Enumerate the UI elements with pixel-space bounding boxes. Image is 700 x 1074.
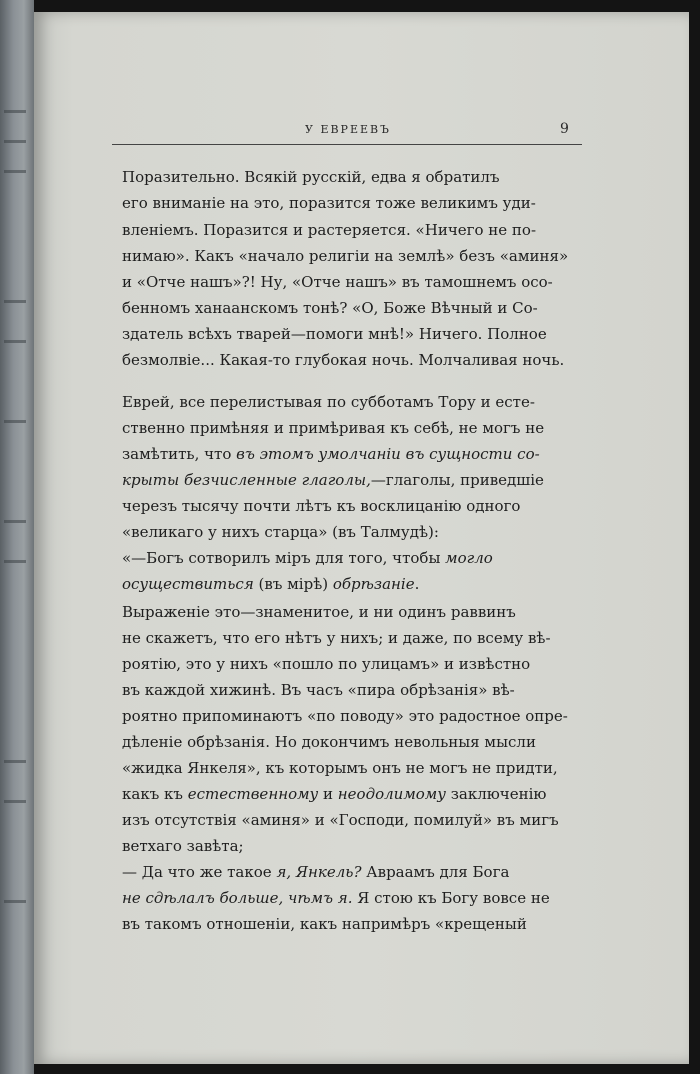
text-line: не скажетъ, что его нѣтъ у нихъ; и даже, по всему вѣ- bbox=[122, 629, 551, 647]
text-line: — Да что же такое я, Янкель? Авраамъ для Бога bbox=[122, 863, 510, 881]
text-line: ственно примѣняя и примѣривая къ себѣ, не могъ не bbox=[122, 419, 545, 437]
text-line: черезъ тысячу почти лѣтъ къ восклицанію одного bbox=[122, 497, 521, 515]
text-line: «великаго у нихъ старца» (въ Талмудѣ): bbox=[122, 523, 439, 541]
text-line: дѣленіе обрѣзанія. Но докончимъ невольныя мысли bbox=[122, 733, 536, 751]
text-line: «жидка Янкеля», къ которымъ онъ не могъ не придти, bbox=[122, 759, 558, 777]
book-page bbox=[34, 12, 689, 1064]
italic-emphasis: крыты безчисленные глаголы, bbox=[122, 471, 371, 489]
italic-emphasis: естественному bbox=[187, 785, 319, 803]
text-line: осуществиться (въ мірѣ) обрѣзаніе. bbox=[122, 575, 420, 593]
text-line: изъ отсутствія «аминя» и «Господи, помилуй» въ мигъ bbox=[122, 811, 559, 829]
italic-emphasis: могло bbox=[445, 549, 493, 567]
text-line: Еврей, все перелистывая по субботамъ Тору и есте- bbox=[122, 393, 535, 411]
text-line: здатель всѣхъ тварей—помоги мнѣ!» Ничего. Полное bbox=[122, 325, 547, 343]
italic-emphasis: въ этомъ умолчаніи въ сущности со- bbox=[236, 445, 540, 463]
italic-emphasis: я, Янкель? bbox=[276, 863, 362, 881]
text-line: его вниманіе на это, поразится тоже великимъ уди- bbox=[122, 194, 536, 212]
text-line: какъ къ естественному и неодолимому заключенію bbox=[122, 785, 547, 803]
text-line: въ каждой хижинѣ. Въ часъ «пира обрѣзанія» вѣ- bbox=[122, 681, 515, 699]
text-line: Поразительно. Всякій русскій, едва я обратилъ bbox=[122, 168, 500, 186]
text-line: роятно припоминаютъ «по поводу» это радостное опре- bbox=[122, 707, 568, 725]
text-line: безмолвіе... Какая-то глубокая ночь. Молчаливая ночь. bbox=[122, 351, 565, 369]
text-line: ветхаго завѣта; bbox=[122, 837, 244, 855]
running-head: У ЕВРЕЕВЪ bbox=[305, 123, 391, 136]
text-line: бенномъ ханаанскомъ тонѣ? «О, Боже Вѣчный и Со- bbox=[122, 299, 538, 317]
text-line: Выраженіе это—знаменитое, и ни одинъ раввинъ bbox=[122, 603, 516, 621]
header-rule bbox=[112, 144, 582, 145]
text-line: «—Богъ сотворилъ міръ для того, чтобы могло bbox=[122, 549, 493, 567]
text-line: въ такомъ отношеніи, какъ напримѣръ «крещеный bbox=[122, 915, 527, 933]
italic-emphasis: неодолимому bbox=[337, 785, 446, 803]
text-line: вленіемъ. Поразится и растеряется. «Ничего не по- bbox=[122, 221, 537, 239]
italic-emphasis: осуществиться bbox=[122, 575, 254, 593]
text-line: замѣтить, что въ этомъ умолчаніи въ сущности со- bbox=[122, 445, 540, 463]
text-line: не сдѣлалъ больше, чѣмъ я. Я стою къ Богу вовсе не bbox=[122, 889, 550, 907]
italic-emphasis: не сдѣлалъ больше, чѣмъ я. bbox=[122, 889, 353, 907]
text-line: и «Отче нашъ»?! Ну, «Отче нашъ» въ тамошнемъ осо- bbox=[122, 273, 553, 291]
text-line: роятію, это у нихъ «пошло по улицамъ» и извѣстно bbox=[122, 655, 531, 673]
page-number: 9 bbox=[560, 121, 569, 137]
italic-emphasis: обрѣзаніе bbox=[332, 575, 415, 593]
text-line: нимаю». Какъ «начало религіи на землѣ» безъ «аминя» bbox=[122, 247, 569, 265]
facing-page-edge bbox=[0, 0, 34, 1074]
text-line: крыты безчисленные глаголы,—глаголы, приведшіе bbox=[122, 471, 544, 489]
